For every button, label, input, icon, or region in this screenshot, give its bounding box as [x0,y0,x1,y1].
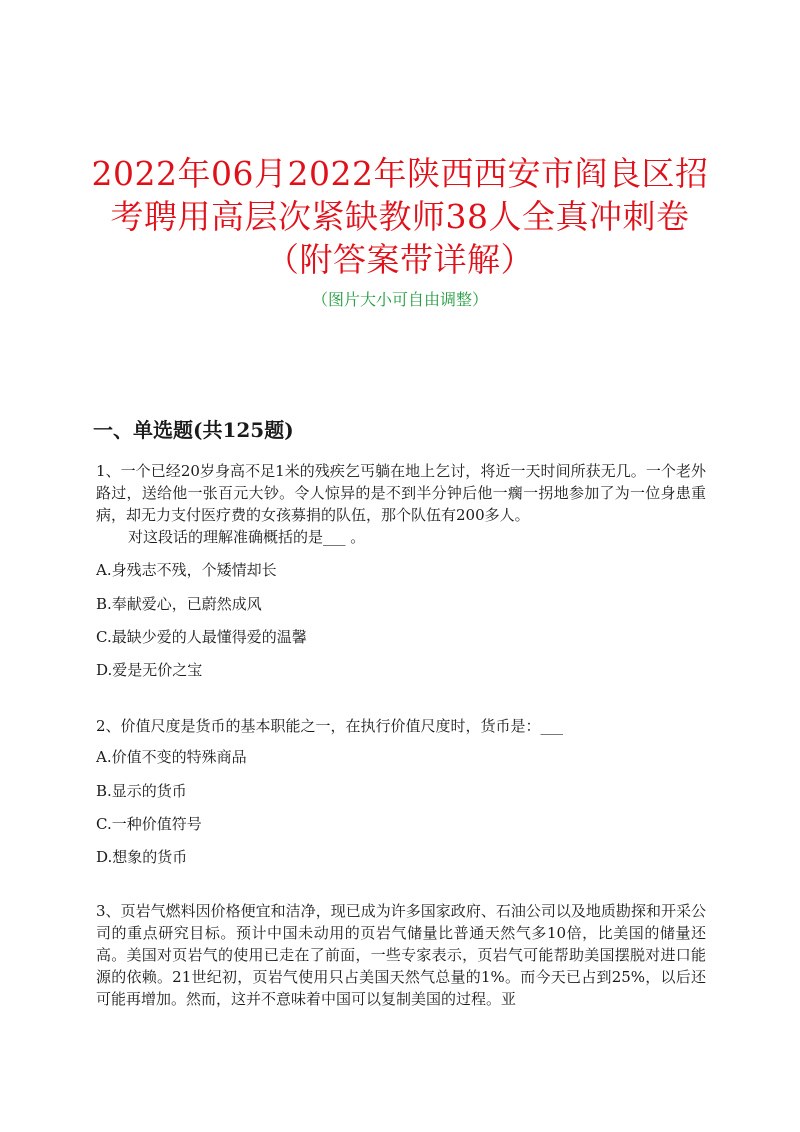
question-2-stem: 2、价值尺度是货币的基本职能之一，在执行价值尺度时，货币是：___ [96,717,564,735]
question-1-option-b: B.奉献爱心，已蔚然成风 [96,595,262,613]
question-2-option-d: D.想象的货币 [96,848,188,866]
document-title: 2022年06月2022年陕西西安市阎良区招考聘用高层次紧缺教师38人全真冲刺卷（附答案带详解） [91,154,709,279]
question-3-stem: 3、页岩气燃料因价格便宜和洁净，现已成为许多国家政府、石油公司以及地质勘探和开采公司的重点研究目标。预计中国未动用的页岩气储量比普通天然气多10倍，比美国的储量还高。美国对页岩气的使用已走在了前面，一些专家表示，页岩气可能帮助美国摆脱对进口能源的依赖。21世纪初，页岩气使用只占美国天然气总量的1%。而今天已占到25%，以后还可能再增加。然而，这并不意味着中国可以复制美国的过程。亚 [96,902,706,1008]
question-2-option-a: A.价值不变的特殊商品 [96,748,247,766]
question-1-option-c: C.最缺少爱的人最懂得爱的温馨 [96,628,307,646]
question-1-option-a: A.身残志不残，个矮情却长 [96,561,277,579]
question-2-option-c: C.一种价值符号 [96,815,202,833]
question-1-option-d: D.爱是无价之宝 [96,661,203,679]
document-subtitle: （图片大小可自由调整） [311,290,488,309]
question-2-option-b: B.显示的货币 [96,782,187,800]
question-1-stem [96,460,706,548]
section-heading: 一、单选题(共125题) [93,418,294,442]
question-1-text: 1、一个已经20岁身高不足1米的残疾乞丐躺在地上乞讨，将近一天时间所获无几。一个老外路过，送给他一张百元大钞。令人惊异的是不到半分钟后他一瘸一拐地参加了为一位身患重病，却无力支付医疗费的女孩募捐的队伍，那个队伍有200多人。 [96,462,706,524]
question-1-prompt: 对这段话的理解准确概括的是___ 。 [128,528,366,546]
